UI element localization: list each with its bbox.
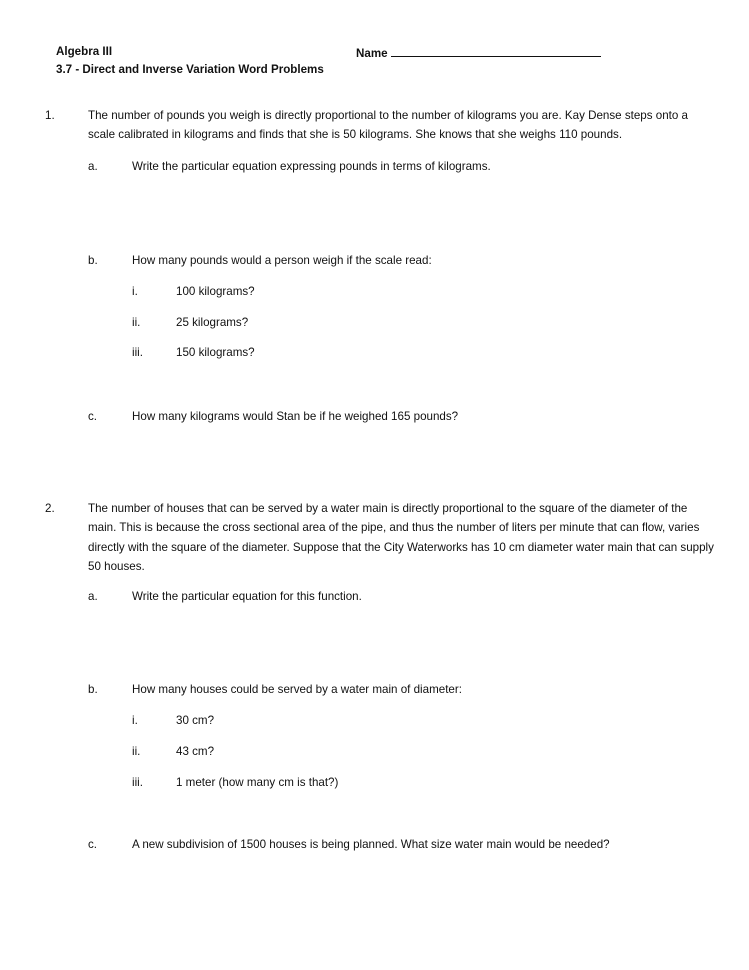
lesson-title: 3.7 - Direct and Inverse Variation Word Problems	[56, 63, 324, 76]
part-text: Write the particular equation for this function.	[132, 590, 362, 603]
name-field[interactable]	[356, 45, 601, 60]
name-label: Name	[356, 47, 388, 60]
part-label: b.	[88, 683, 98, 696]
subpart-text: 30 cm?	[176, 714, 215, 727]
part-text: How many kilograms would Stan be if he weighed 165 pounds?	[132, 410, 459, 423]
part-label: c.	[88, 410, 98, 423]
subpart-text: 43 cm?	[176, 745, 215, 758]
part-text: How many pounds would a person weigh if the scale read:	[132, 254, 432, 267]
subpart-label: iii.	[132, 776, 143, 789]
problem-number: 1.	[45, 109, 55, 122]
subpart-label: ii.	[132, 316, 141, 329]
part-label: c.	[88, 838, 98, 851]
problem-number: 2.	[45, 502, 55, 515]
subpart-text: 150 kilograms?	[176, 346, 255, 359]
course-title: Algebra III	[56, 45, 113, 58]
subpart-label: i.	[132, 285, 138, 298]
part-label: a.	[88, 590, 98, 603]
subpart-text: 100 kilograms?	[176, 285, 255, 298]
problem-text: The number of pounds you weigh is directly proportional to the number of kilograms you are. Kay Dense steps onto a scale calibrated in kilograms and finds that she is 50 kilograms. She knows that she weighs 110 pounds.	[88, 109, 688, 142]
part-text: Write the particular equation expressing pounds in terms of kilograms.	[132, 160, 491, 173]
subpart-text: 25 kilograms?	[176, 316, 249, 329]
subpart-text: 1 meter (how many cm is that?)	[176, 776, 339, 789]
name-blank-line[interactable]	[391, 45, 601, 57]
subpart-label: ii.	[132, 745, 141, 758]
part-label: a.	[88, 160, 98, 173]
part-text: A new subdivision of 1500 houses is being planned. What size water main would be needed?	[132, 838, 610, 851]
part-label: b.	[88, 254, 98, 267]
subpart-label: i.	[132, 714, 138, 727]
part-text: How many houses could be served by a water main of diameter:	[132, 683, 462, 696]
subpart-label: iii.	[132, 346, 143, 359]
problem-text: The number of houses that can be served by a water main is directly proportional to the square of the diameter of the main. This is because the cross sectional area of the pipe, and thus the number of liters per minute that can flow, varies directly with the square of the diameter. Suppose that the City Waterworks has 10 cm diameter water main that can supply 50 houses.	[88, 502, 714, 573]
